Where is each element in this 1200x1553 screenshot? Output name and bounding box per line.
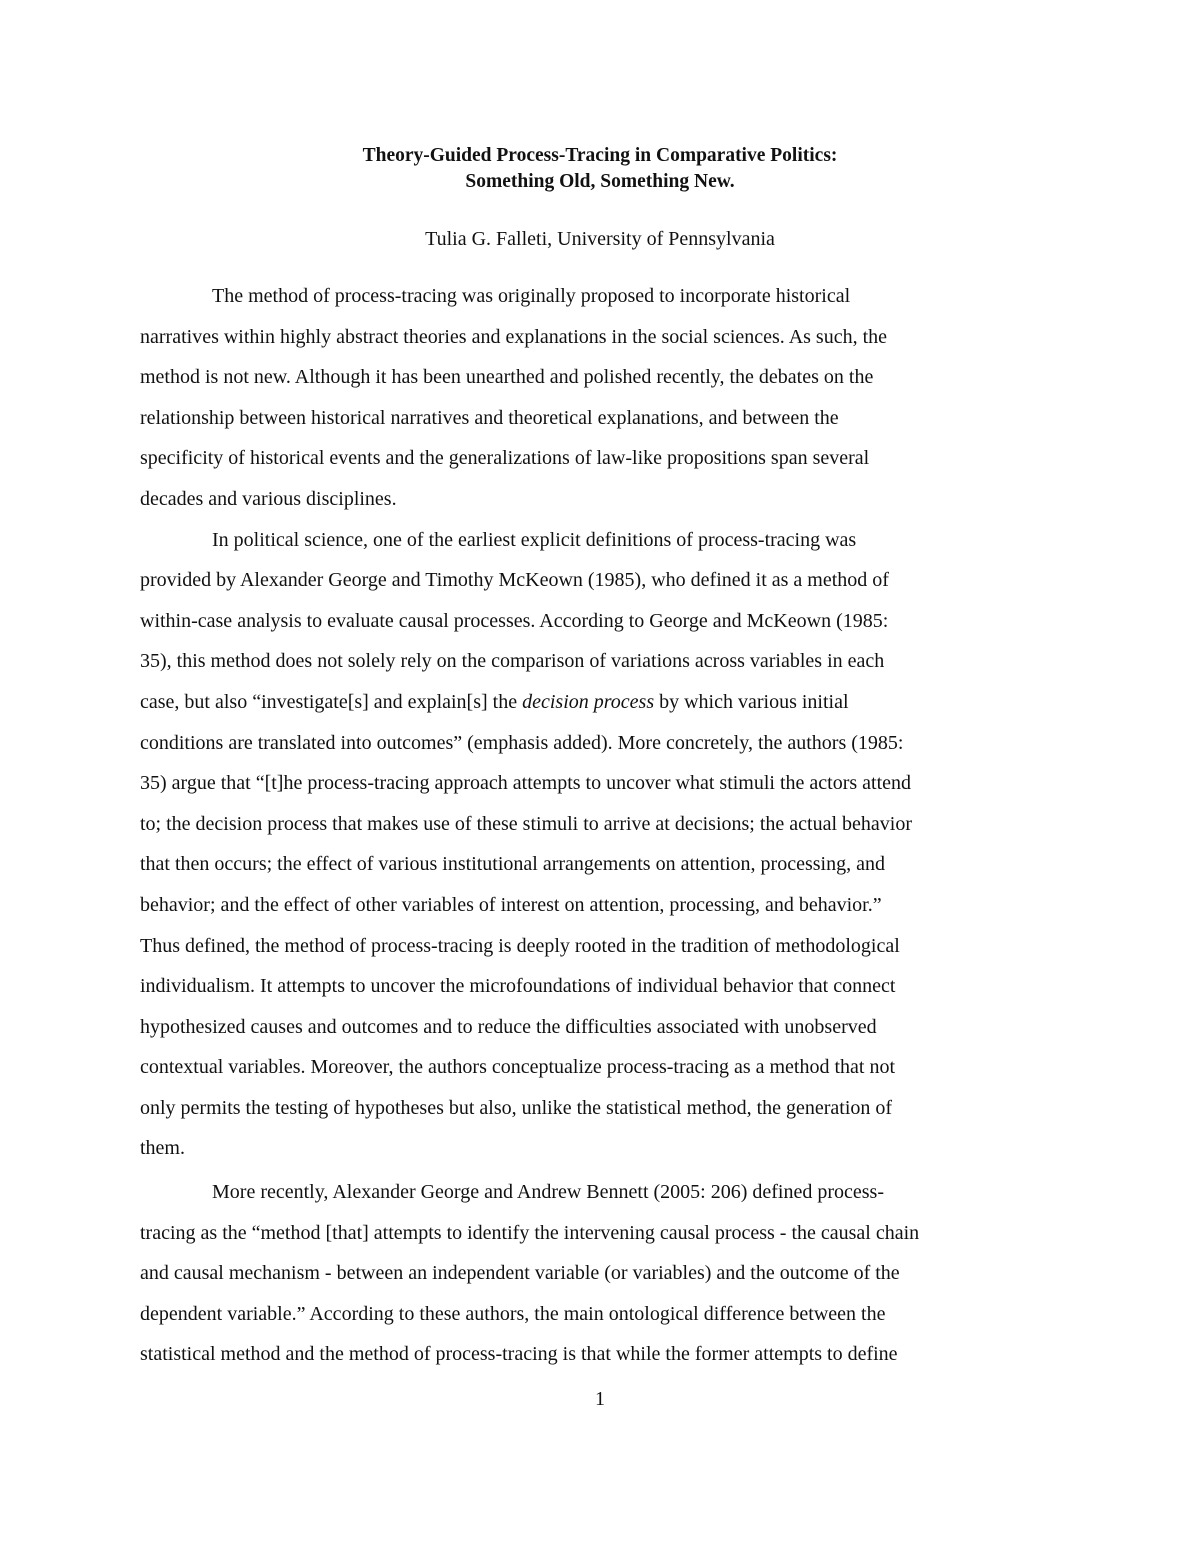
- title-line-2: Something Old, Something New.: [465, 171, 735, 192]
- paragraph-1: [140, 276, 1070, 520]
- emphasized-text: decision process: [522, 690, 655, 713]
- text-line: within-case analysis to evaluate causal processes. According to George and McKeown (1985:: [140, 609, 889, 632]
- author-affiliation: Tulia G. Falleti, University of Pennsylvania: [425, 228, 775, 250]
- text-line: provided by Alexander George and Timothy McKeown (1985), who defined it as a method of: [140, 569, 889, 592]
- body-text: [140, 276, 1070, 1375]
- text-line: hypothesized causes and outcomes and to reduce the difficulties associated with unobserved: [140, 1015, 877, 1038]
- paragraph-3: [140, 1172, 1070, 1375]
- document-title: [0, 143, 1200, 195]
- text-line: In political science, one of the earliest explicit definitions of process-tracing was: [212, 528, 857, 551]
- text-line-with-emphasis: [140, 682, 1070, 723]
- text-line: The method of process-tracing was originally proposed to incorporate historical: [212, 285, 851, 307]
- title-line-1: Theory-Guided Process-Tracing in Comparative Politics:: [362, 145, 838, 166]
- text-line: More recently, Alexander George and Andrew Bennett (2005: 206) defined process-: [212, 1181, 885, 1204]
- text-run: by which various initial: [654, 690, 849, 713]
- text-line: narratives within highly abstract theories and explanations in the social sciences. As such, the: [140, 325, 888, 348]
- paragraph-2: [140, 520, 1070, 1170]
- text-line: only permits the testing of hypotheses but also, unlike the statistical method, the generation of: [140, 1096, 893, 1119]
- text-line: relationship between historical narratives and theoretical explanations, and between the: [140, 406, 839, 429]
- text-line: 35) argue that “[t]he process-tracing approach attempts to uncover what stimuli the actors attend: [140, 772, 912, 795]
- page-number: 1: [595, 1388, 605, 1410]
- text-line: statistical method and the method of process-tracing is that while the former attempts to define: [140, 1343, 898, 1366]
- text-line: decades and various disciplines.: [140, 487, 397, 510]
- text-line: them.: [140, 1137, 185, 1160]
- text-line: that then occurs; the effect of various institutional arrangements on attention, processing, and: [140, 853, 885, 876]
- text-line: dependent variable.” According to these authors, the main ontological difference between the: [140, 1302, 886, 1325]
- text-line: Thus defined, the method of process-tracing is deeply rooted in the tradition of methodological: [140, 934, 900, 957]
- text-line: tracing as the “method [that] attempts to identify the intervening causal process - the causal chain: [140, 1221, 920, 1244]
- text-line: behavior; and the effect of other variables of interest on attention, processing, and behavior.”: [140, 893, 882, 916]
- text-line: 35), this method does not solely rely on the comparison of variations across variables in each: [140, 650, 885, 673]
- text-line: and causal mechanism - between an independent variable (or variables) and the outcome of the: [140, 1262, 900, 1285]
- text-line: to; the decision process that makes use of these stimuli to arrive at decisions; the actual behavior: [140, 812, 913, 835]
- text-line: conditions are translated into outcomes” (emphasis added). More concretely, the authors (1985:: [140, 731, 904, 754]
- text-line: individualism. It attempts to uncover the microfoundations of individual behavior that connect: [140, 975, 896, 998]
- text-line: contextual variables. Moreover, the authors conceptualize process-tracing as a method that not: [140, 1056, 896, 1079]
- text-line: specificity of historical events and the generalizations of law-like propositions span several: [140, 447, 870, 470]
- text-line: method is not new. Although it has been unearthed and polished recently, the debates on the: [140, 366, 874, 389]
- text-run: case, but also “investigate[s] and explain[s] the: [140, 690, 523, 713]
